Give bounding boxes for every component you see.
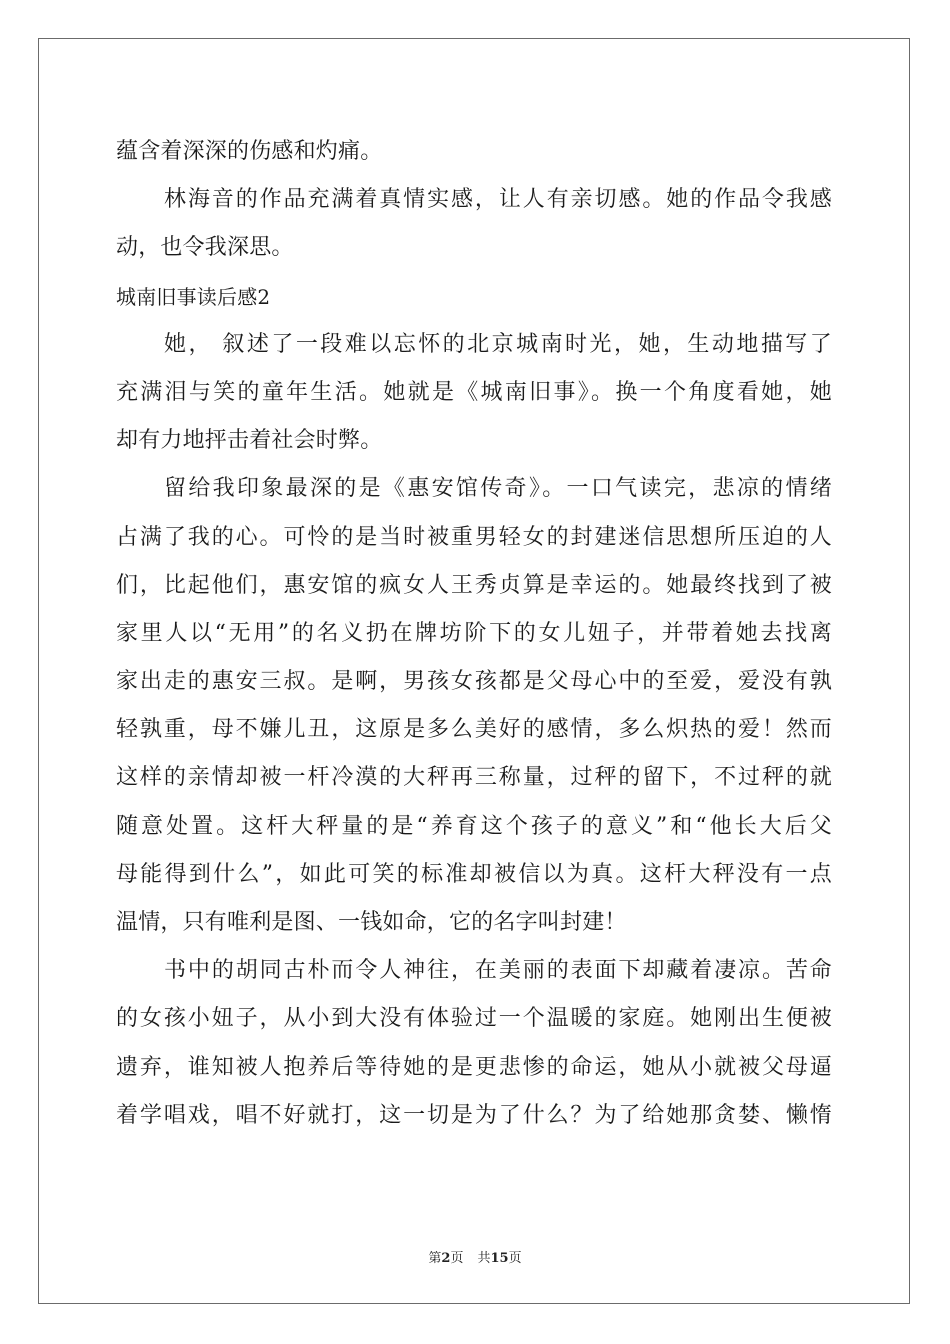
text-line: 的女孩小妞子，从小到大没有体验过一个温暖的家庭。她刚出生便被	[116, 1006, 832, 1032]
document-body	[116, 128, 832, 1140]
text-line: 书中的胡同古朴而令人神往，在美丽的表面下却藏着凄凉。苦命	[164, 958, 832, 984]
total-suffix: 页	[508, 1251, 522, 1266]
page-number: 2	[441, 1251, 451, 1266]
text-line: 却有力地抨击着社会时弊。	[116, 428, 383, 454]
text-line: 动，也令我深思。	[116, 235, 294, 261]
section-heading: 城南旧事读后感2	[116, 284, 271, 309]
text-line: 林海音的作品充满着真情实感，让人有亲切感。她的作品令我感	[164, 187, 832, 213]
text-line: 随意处置。这杆大秤量的是“养育这个孩子的意义”和“他长大后父	[116, 813, 832, 839]
text-line: 充满泪与笑的童年生活。她就是《城南旧事》。换一个角度看她，她	[116, 379, 832, 405]
text-line: 着学唱戏，唱不好就打，这一切是为了什么？为了给她那贪婪、懒惰	[116, 1102, 832, 1128]
page-prefix: 第	[428, 1251, 442, 1266]
text-line: 温情，只有唯利是图、一钱如命，它的名字叫封建！	[116, 910, 627, 935]
total-prefix: 共	[477, 1251, 491, 1266]
text-line: 蕴含着深深的伤感和灼痛。	[116, 139, 383, 164]
text-line: 们，比起他们，惠安馆的疯女人王秀贞算是幸运的。她最终找到了被	[116, 572, 832, 598]
text-line: 母能得到什么”，如此可笑的标准却被信以为真。这杆大秤没有一点	[116, 861, 832, 887]
text-line: 轻孰重，母不嫌儿丑，这原是多么美好的感情，多么炽热的爱！然而	[116, 717, 832, 743]
text-line: 她， 叙述了一段难以忘怀的北京城南时光，她，生动地描写了	[164, 331, 832, 357]
total-pages: 15	[490, 1251, 509, 1266]
text-line: 遗弃，谁知被人抱养后等待她的是更悲惨的命运，她从小就被父母逼	[116, 1054, 832, 1080]
text-line: 这样的亲情却被一杆冷漠的大秤再三称量，过秤的留下，不过秤的就	[116, 765, 832, 791]
text-line: 家里人以“无用”的名义扔在牌坊阶下的女儿妞子，并带着她去找离	[116, 620, 832, 646]
page-suffix: 页	[450, 1251, 464, 1266]
text-line: 留给我印象最深的是《惠安馆传奇》。一口气读完，悲凉的情绪	[164, 476, 832, 502]
page-footer	[0, 1247, 950, 1266]
text-line: 家出走的惠安三叔。是啊，男孩女孩都是父母心中的至爱，爱没有孰	[116, 669, 832, 695]
text-line: 占满了我的心。可怜的是当时被重男轻女的封建迷信思想所压迫的人	[116, 524, 832, 550]
